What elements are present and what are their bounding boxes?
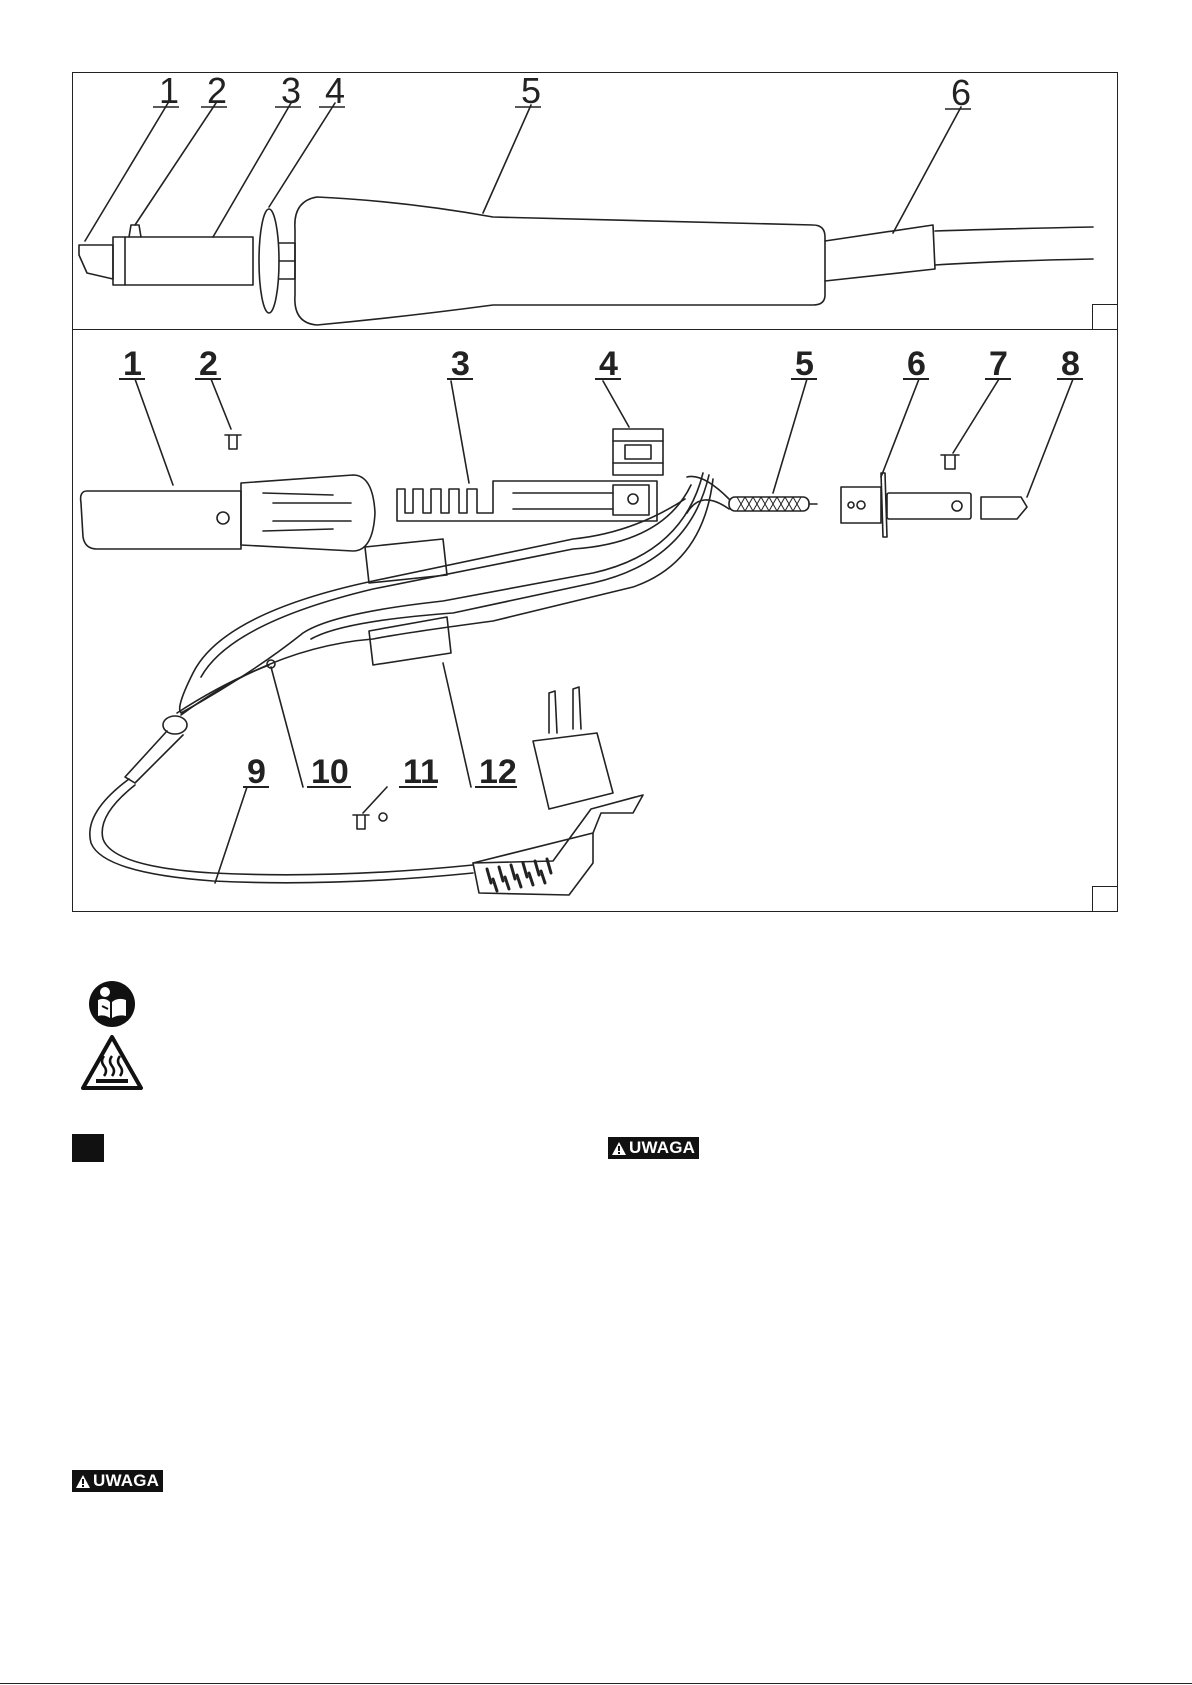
top-label-5: 5 [521,73,542,111]
cord-sleeve [825,225,935,281]
bottom-label-4: 4 [599,345,618,383]
wire-upper [180,499,685,713]
soldering-iron-drawing [73,73,1119,913]
read-manual-icon [88,980,136,1028]
screw-part [129,225,141,237]
bottom-label-10: 10 [311,753,349,791]
guard-disc [259,209,279,313]
small-screw-2 [941,455,959,469]
warning-triangle-icon [75,1474,91,1489]
top-label-3: 3 [281,73,302,111]
bottom-figure-labels [119,345,1083,791]
earth-screw [353,815,369,829]
mains-cord-line-2 [102,785,473,875]
barrel-part [113,237,253,285]
wire-middle [181,473,703,713]
warning-triangle-icon [611,1141,627,1156]
assembled-iron [79,103,1093,325]
bottom-label-7: 7 [989,345,1008,383]
warning-badge-2-text: UWAGA [93,1471,160,1490]
handle-screw-hole [217,512,229,524]
tip-part-2 [981,497,1027,519]
top-label-6: 6 [951,73,972,113]
exploded-view [81,379,1073,895]
bottom-label-3: 3 [451,345,470,383]
barrel-flange-part [841,487,881,523]
tip-part [79,245,113,279]
bottom-label-9: 9 [247,753,266,791]
handle-part [295,197,825,325]
bottom-label-5: 5 [795,345,814,383]
cord-line-upper [935,227,1093,231]
top-label-2: 2 [207,73,228,111]
top-figure-labels [153,73,971,113]
top-label-1: 1 [159,73,180,111]
warning-badge-1-text: UWAGA [629,1138,696,1157]
wire-sleeve-2 [369,617,451,665]
figure-frame [72,72,1118,912]
top-label-4: 4 [325,73,346,111]
section-badge [72,1134,104,1162]
hot-surface-warning-icon [80,1034,144,1092]
bottom-label-1: 1 [123,345,142,383]
connector-part [613,429,663,475]
cord-line-lower [935,259,1093,265]
page-bottom-rule [0,1683,1192,1684]
bottom-label-6: 6 [907,345,926,383]
mains-plug [473,795,643,863]
warning-badge-1 [608,1137,699,1159]
bottom-label-11: 11 [403,753,439,791]
small-screw [225,435,241,449]
bottom-label-12: 12 [479,753,517,791]
mains-cord-line-1 [90,779,473,883]
bottom-label-8: 8 [1061,345,1080,383]
warning-badge-2 [72,1470,163,1492]
wire-sleeve-1 [365,539,447,583]
bottom-label-2: 2 [199,345,218,383]
